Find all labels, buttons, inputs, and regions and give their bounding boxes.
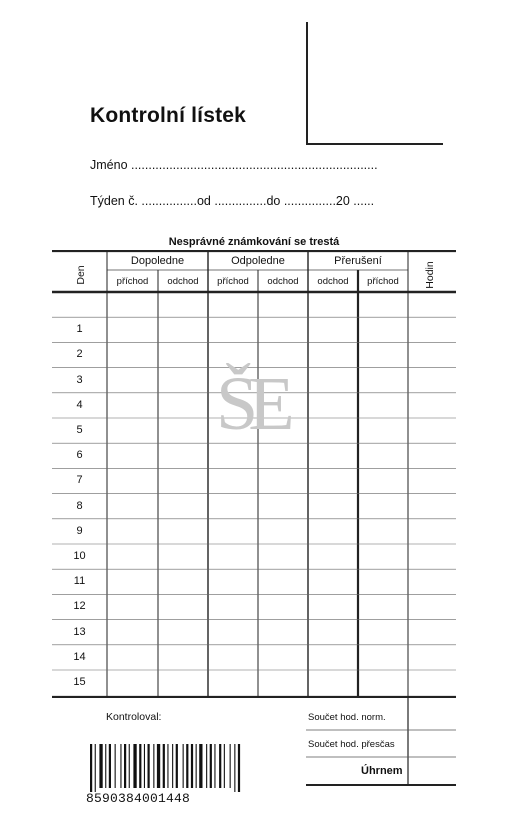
subheader-prichod: příchod [367,276,399,287]
barcode-bar [210,744,212,788]
group-preruseni: Přerušení [334,255,382,267]
subheader-prichod: příchod [217,276,249,287]
row-number: 5 [76,424,83,436]
barcode-number: 8590384001448 [86,791,191,806]
row-number: 2 [76,348,83,361]
barcode-bar [129,744,130,788]
barcode-bar [139,744,141,788]
barcode-bar [191,744,193,788]
barcode-bar [109,744,111,788]
barcode-bar [157,744,160,788]
week-field[interactable]: Týden č. ................od ...............do ...............20 ...... [90,194,375,208]
barcode [88,744,246,792]
group-dopoledne: Dopoledne [130,255,185,267]
barcode-bar [230,744,231,788]
name-field[interactable]: Jméno ....................................................................... [90,158,378,172]
barcode-bar [224,744,225,788]
barcode-bar [163,744,165,788]
barcode-bar [176,744,178,788]
barcode-bar [206,744,207,788]
barcode-bar [219,744,221,788]
subheader-odchod: odchod [267,276,299,287]
barcode-bar [115,744,116,788]
soucet-norm-label: Součet hod. norm. [308,712,386,723]
barcode-bar [144,744,145,788]
row-number: 8 [76,499,83,512]
row-number: 7 [76,474,83,487]
subheader-odchod: odchod [317,276,349,287]
barcode-bar [133,744,136,788]
form-title: Kontrolní lístek [90,104,247,127]
barcode-bar [172,744,173,788]
watermark-logo: ŠE [216,362,285,446]
barcode-bar [148,744,150,788]
group-odpoledne: Odpoledne [231,255,285,267]
barcode-bar [153,744,154,788]
row-number: 11 [73,575,86,588]
barcode-bar [186,744,188,788]
row-number: 1 [76,323,83,336]
barcode-bar [105,744,106,788]
barcode-bar [90,744,92,792]
barcode-bar [199,744,202,788]
barcode-bar [183,744,184,788]
row-number: 10 [73,550,86,562]
barcode-bar [196,744,197,788]
row-number: 9 [76,524,83,537]
warning-text: Nesprávné známkování se trestá [168,236,340,248]
row-number: 4 [76,398,83,411]
barcode-bar [120,744,121,788]
subheader-odchod: odchod [167,276,199,287]
kontroloval-label: Kontroloval: [106,711,162,723]
barcode-bar [167,744,168,788]
barcode-bar [99,744,102,788]
row-number: 6 [76,449,83,462]
row-number: 13 [73,625,86,638]
den-header: Den [75,265,87,285]
barcode-bar [214,744,215,788]
row-number: 12 [73,600,86,613]
barcode-bar [234,744,235,792]
barcode-bar [124,744,126,788]
barcode-bar [238,744,240,792]
row-number: 3 [76,373,83,386]
barcode-bar [95,744,96,792]
row-number: 15 [73,676,86,688]
row-number: 14 [73,650,86,663]
uhrnem-label: Úhrnem [361,765,403,777]
hodin-header: Hodin [424,261,436,289]
soucet-prescas-label: Součet hod. přesčas [308,739,395,750]
subheader-prichod: příchod [116,276,149,287]
